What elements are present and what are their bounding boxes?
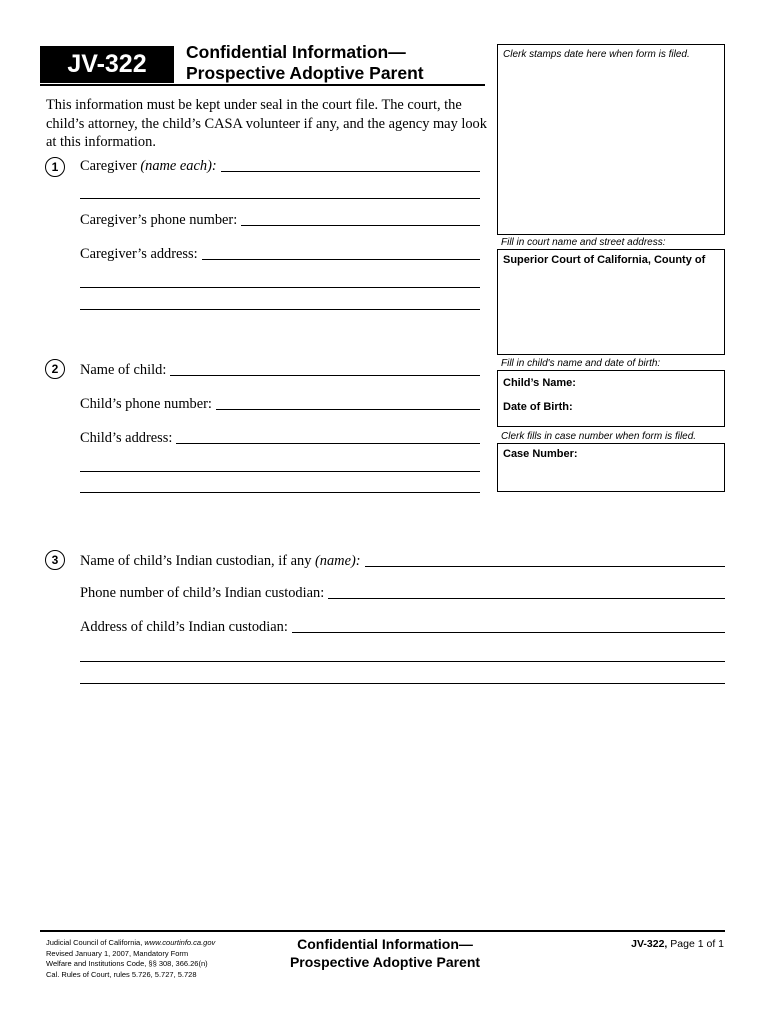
custodian-phone-line[interactable]	[328, 597, 725, 599]
form-title-line1: Confidential Information—	[186, 42, 406, 62]
footer-title	[260, 935, 510, 971]
custodian-address-field[interactable]	[80, 619, 725, 636]
caregiver-address-line[interactable]	[202, 258, 480, 260]
section-3-number: 3	[45, 550, 65, 570]
caregiver-name-field[interactable]	[80, 158, 480, 175]
child-name-field[interactable]	[80, 362, 480, 379]
child-phone-line[interactable]	[216, 408, 480, 410]
child-name-box-label: Child’s Name:	[503, 377, 576, 389]
caregiver-phone-label: Caregiver’s phone number:	[80, 212, 238, 228]
caregiver-name-line-2[interactable]	[80, 198, 480, 199]
child-name-line[interactable]	[170, 374, 480, 376]
clerk-stamp-box	[497, 44, 725, 235]
dob-label: Date of Birth:	[503, 401, 573, 413]
form-title-line2: Prospective Adoptive Parent	[186, 63, 424, 83]
section-2-number: 2	[45, 359, 65, 379]
child-info-box[interactable]	[497, 370, 725, 427]
custodian-address-line[interactable]	[292, 631, 725, 633]
custodian-phone-label: Phone number of child’s Indian custodian:	[80, 585, 325, 601]
footer-publisher: Judicial Council of California, www.courtinfo.ca.gov	[46, 938, 216, 947]
footer-page-number: JV-322, Page 1 of 1	[631, 938, 724, 950]
custodian-address-line-3[interactable]	[80, 683, 725, 684]
footer-rules: Cal. Rules of Court, rules 5.726, 5.727, 5.728	[46, 969, 197, 979]
clerk-stamp-text: Clerk stamps date here when form is filed.	[503, 49, 690, 60]
custodian-phone-field[interactable]	[80, 585, 725, 602]
child-phone-field[interactable]	[80, 396, 480, 413]
custodian-address-line-2[interactable]	[80, 661, 725, 662]
footer-code: Welfare and Institutions Code, §§ 308, 366.26(n)	[46, 959, 208, 968]
header-rule	[40, 84, 485, 86]
case-number-box[interactable]	[497, 443, 725, 492]
custodian-name-field[interactable]	[80, 553, 725, 570]
footer-rule	[40, 930, 725, 932]
child-address-line[interactable]	[176, 442, 480, 444]
case-number-label: Case Number:	[503, 448, 578, 460]
caregiver-address-label: Caregiver’s address:	[80, 246, 198, 262]
footer-title-line1: Confidential Information—	[297, 936, 473, 952]
caregiver-phone-field[interactable]	[80, 212, 480, 229]
child-name-label: Name of child:	[80, 362, 167, 378]
court-hint: Fill in court name and street address:	[501, 237, 666, 248]
caregiver-name-line[interactable]	[221, 170, 480, 172]
caregiver-address-line-2[interactable]	[80, 287, 480, 288]
custodian-name-label: Name of child’s Indian custodian, if any (name):	[80, 553, 361, 569]
form-number-badge: JV-322	[40, 46, 174, 83]
case-number-hint: Clerk fills in case number when form is filed.	[501, 431, 697, 442]
footer-left	[46, 938, 215, 980]
caregiver-address-field[interactable]	[80, 246, 480, 263]
child-address-line-2[interactable]	[80, 471, 480, 472]
section-1-number: 1	[45, 157, 65, 177]
child-phone-label: Child’s phone number:	[80, 396, 212, 412]
footer-title-line2: Prospective Adoptive Parent	[289, 954, 481, 970]
court-box[interactable]	[497, 249, 725, 355]
intro-text: This information must be kept under seal in the court file. The court, the child’s attorney, the child’s CASA volunteer if any, and the agency may look at this information.	[46, 97, 487, 150]
caregiver-phone-line[interactable]	[241, 224, 480, 226]
caregiver-name-label: Caregiver (name each):	[80, 158, 217, 174]
custodian-address-label: Address of child’s Indian custodian:	[80, 619, 288, 635]
child-address-line-3[interactable]	[80, 492, 480, 493]
footer-revised: Revised January 1, 2007, Mandatory Form	[46, 948, 189, 958]
court-label: Superior Court of California, County of	[503, 254, 706, 266]
child-address-field[interactable]	[80, 430, 480, 447]
child-address-label: Child’s address:	[80, 430, 173, 446]
child-info-hint: Fill in child's name and date of birth:	[501, 358, 661, 369]
caregiver-address-line-3[interactable]	[80, 309, 480, 310]
form-title	[186, 42, 424, 84]
custodian-name-line[interactable]	[365, 565, 725, 567]
